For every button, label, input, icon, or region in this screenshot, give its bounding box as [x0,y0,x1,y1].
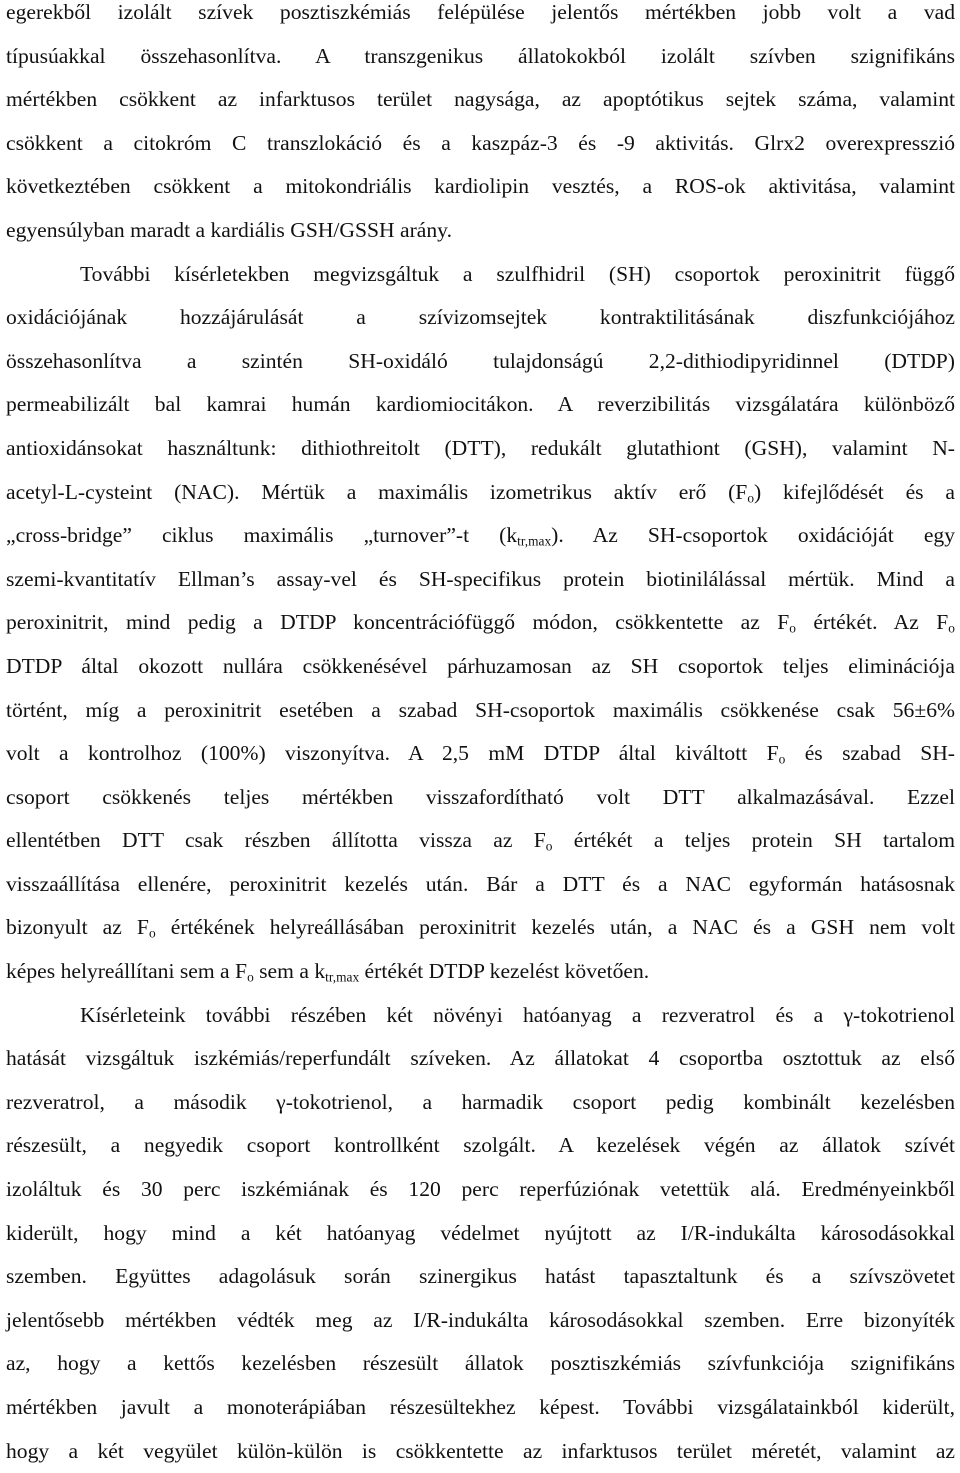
text-line [6,1081,955,1125]
text-line [6,601,955,645]
subscript: tr,max [325,969,360,985]
subscript: o [247,969,254,985]
text-line [6,863,955,907]
text-segment: típusúakkal összehasonlítva. A transzgenikus állatokokból izolált szívben szignifikáns [6,43,955,68]
text-line [6,253,955,297]
text-segment: egerekből izolált szívek posztiszkémiás felépülése jelentős mértékben jobb volt a vad [6,0,955,24]
text-segment: értékét a teljes protein SH tartalom [552,828,955,853]
text-line [6,906,955,950]
text-line [6,1386,955,1430]
text-segment: DTDP által okozott nullára csökkenésével párhuzamosan az SH csoportok teljes eliminációja [6,653,955,678]
text-segment: mértékben csökkent az infarktusos terület nagysága, az apoptótikus sejtek száma, valamint [6,87,955,112]
text-line [6,1168,955,1212]
text-line [6,689,955,733]
text-line [6,558,955,602]
subscript: o [747,490,754,506]
subscript: o [148,926,156,942]
text-line [6,1212,955,1256]
subscript: o [778,751,786,767]
text-line [6,1037,955,1081]
text-line [6,1124,955,1168]
text-segment: permeabilizált bal kamrai humán kardiomiocitákon. A reverzibilitás vizsgálatára különböző [6,392,955,417]
text-segment: értékének helyreállásában peroxinitrit kezelés után, a NAC és a GSH nem volt [155,915,956,940]
text-segment: értékét. Az F [795,610,949,635]
text-line [6,383,955,427]
text-line [6,471,955,515]
text-line [6,0,955,35]
text-line [6,1255,955,1299]
text-segment: ellentétben DTT csak részben állította vissza az F [6,828,546,853]
text-line [6,732,955,776]
text-line [6,645,955,689]
text-segment: következtében csökkent a mitokondriális kardiolipin vesztés, a ROS-ok aktivitása, valamint [6,174,955,199]
text-segment: összehasonlítva a szintén SH-oxidáló tulajdonságú 2,2-dithiodipyridinnel (DTDP) [6,348,955,373]
text-line [6,994,955,1038]
text-segment: csökkent a citokróm C transzlokáció és a kaszpáz-3 és -9 aktivitás. Glrx2 overexpresszió [6,130,955,155]
text-segment: kiderült, hogy mind a két hatóanyag védelmet nyújtott az I/R-indukálta károsodásokkal [6,1220,955,1245]
subscript: o [948,621,955,637]
text-segment: izoláltuk és 30 perc iszkémiának és 120 perc reperfúziónak vetettük alá. Eredményeinkből [6,1177,955,1202]
text-segment: jelentősebb mértékben védték meg az I/R-indukálta károsodásokkal szemben. Erre bizonyíték [6,1307,955,1332]
text-segment: ). Az SH-csoportok oxidációját egy [551,523,955,548]
text-segment: volt a kontrolhoz (100%) viszonyítva. A 2,5 mM DTDP által kiváltott F [6,741,779,766]
text-line [6,427,955,471]
text-segment: szemi-kvantitatív Ellman’s assay-vel és SH-specifikus protein biotinilálással mértük. Mind a [6,566,955,591]
text-line [6,950,955,994]
subscript: o [545,839,553,855]
text-line [6,122,955,166]
text-segment: oxidációjának hozzájárulását a szívizomsejtek kontraktilitásának diszfunkciójához [6,305,955,330]
text-segment: ) kifejlődését és a [754,479,955,504]
text-segment: További kísérletekben megvizsgáltuk a szulfhidril (SH) csoportok peroxinitrit függő [80,261,955,286]
text-segment: és szabad SH- [785,741,956,766]
text-segment: szemben. Együttes adagolásuk során szinergikus hatást tapasztaltunk és a szívszövetet [6,1264,955,1289]
text-line [6,209,955,253]
text-line [6,1430,955,1473]
text-segment: történt, míg a peroxinitrit esetében a szabad SH-csoportok maximális csökkenése csak 56±6% [6,697,955,722]
text-line [6,165,955,209]
text-segment: sem a k [253,959,326,984]
text-segment: „cross-bridge” ciklus maximális „turnover”-t (k [6,523,518,548]
text-segment: értékét DTDP kezelést követően. [359,959,650,984]
text-segment: antioxidánsokat használtunk: dithiothreitolt (DTT), redukált glutathiont (GSH), valamint N- [6,435,955,460]
text-line [6,340,955,384]
text-segment: részesült, a negyedik csoport kontrollként szolgált. A kezelések végén az állatok szívét [6,1133,955,1158]
text-segment: egyensúlyban maradt a kardiális GSH/GSSH arány. [6,217,452,242]
text-segment: visszaállítása ellenére, peroxinitrit kezelés után. Bár a DTT és a NAC egyformán hatásosnak [6,871,955,896]
text-line [6,819,955,863]
text-line [6,514,955,558]
text-line [6,776,955,820]
text-segment: hatását vizsgáltuk iszkémiás/reperfundált szíveken. Az állatokat 4 csoportba osztottuk az első [6,1046,955,1071]
text-line [6,35,955,79]
text-line [6,1299,955,1343]
text-line [6,1342,955,1386]
text-line [6,78,955,122]
text-segment: bizonyult az F [6,915,149,940]
document-page [6,0,955,1473]
subscript: o [789,621,796,637]
text-segment: Kísérleteink további részében két növényi hatóanyag a rezveratrol és a γ-tokotrienol [80,1002,955,1027]
text-segment: mértékben javult a monoterápiában részesültekhez képest. További vizsgálatainkból kiderült, [6,1395,955,1419]
text-segment: csoport csökkenés teljes mértékben visszafordítható volt DTT alkalmazásával. Ezzel [6,784,955,809]
text-segment: acetyl-L-cysteint (NAC). Mértük a maximális izometrikus aktív erő (F [6,479,748,504]
text-segment: az, hogy a kettős kezelésben részesült állatok posztiszkémiás szívfunkciója szignifikáns [6,1351,955,1376]
text-segment: peroxinitrit, mind pedig a DTDP koncentrációfüggő módon, csökkentette az F [6,610,790,635]
subscript: tr,max [517,533,552,549]
text-segment: hogy a két vegyület külön-külön is csökkentette az infarktusos terület méretét, valamint az [6,1438,955,1463]
text-segment: rezveratrol, a második γ-tokotrienol, a harmadik csoport pedig kombinált kezelésben [6,1089,955,1114]
text-line [6,296,955,340]
text-segment: képes helyreállítani sem a F [6,959,248,984]
